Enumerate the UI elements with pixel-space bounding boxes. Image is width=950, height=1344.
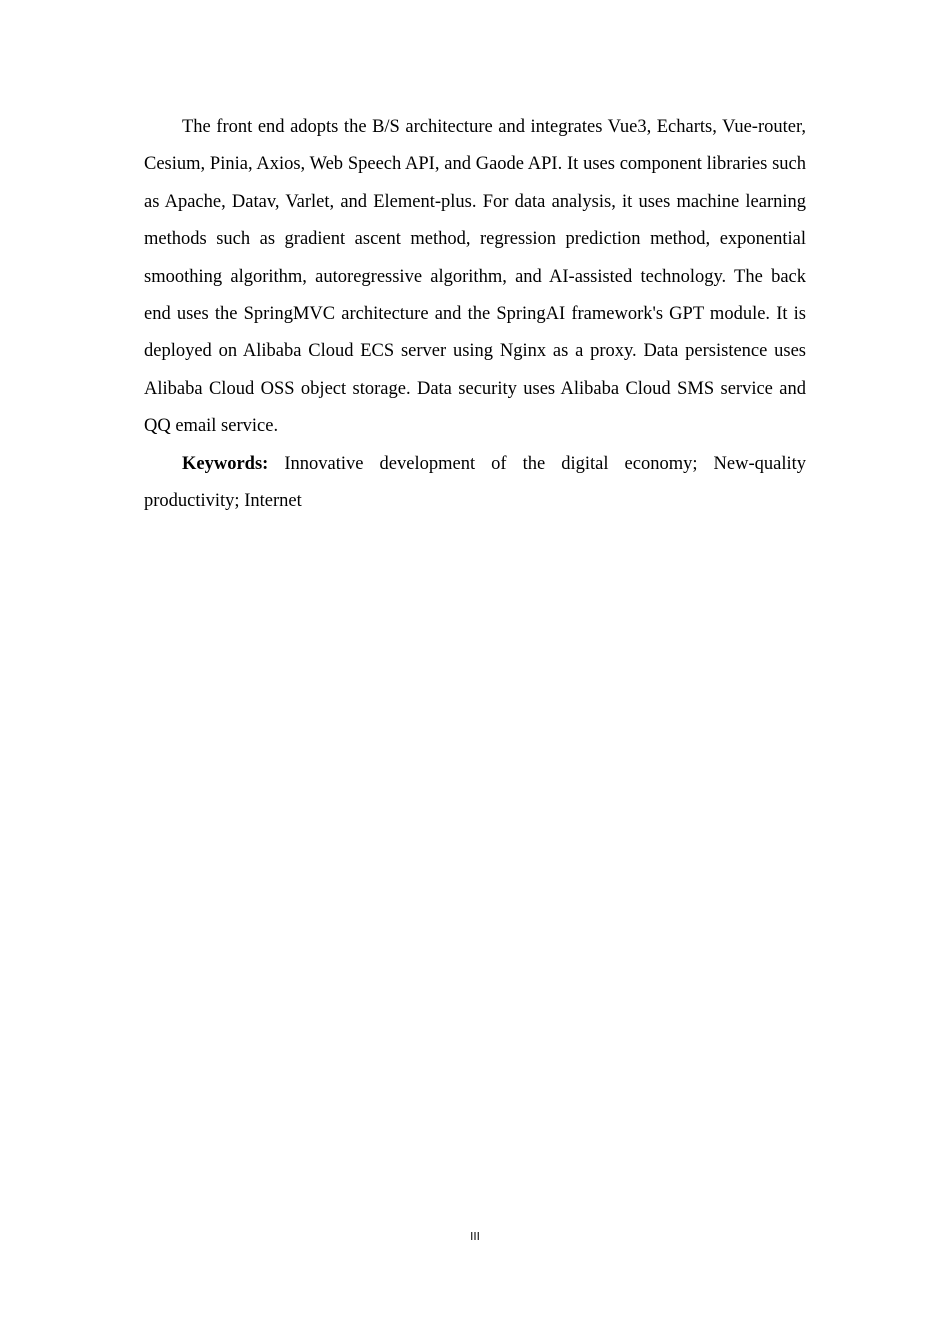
keywords-label: Keywords: (182, 453, 269, 474)
keywords-text: Innovative development of the digital economy; New-quality productivity; Internet (144, 453, 807, 512)
page-number: III (470, 1230, 480, 1243)
keywords-paragraph (144, 446, 806, 521)
abstract-body-paragraph: The front end adopts the B/S architecture and integrates Vue3, Echarts, Vue-router, Cesium, Pinia, Axios, Web Speech API, and Gaode API. It uses component libraries such as Apache, Datav, Varlet, and Element-plus. For data analysis, it uses machine learning methods such as gradient ascent method, regression prediction method, exponential smoothing algorithm, autoregressive algorithm, and AI-assisted technology. The back end uses the SpringMVC architecture and the SpringAI framework's GPT module. It is deployed on Alibaba Cloud ECS server using Nginx as a proxy. Data persistence uses Alibaba Cloud OSS object storage. Data security uses Alibaba Cloud SMS service and QQ email service. (144, 117, 806, 437)
abstract-section (144, 109, 806, 520)
